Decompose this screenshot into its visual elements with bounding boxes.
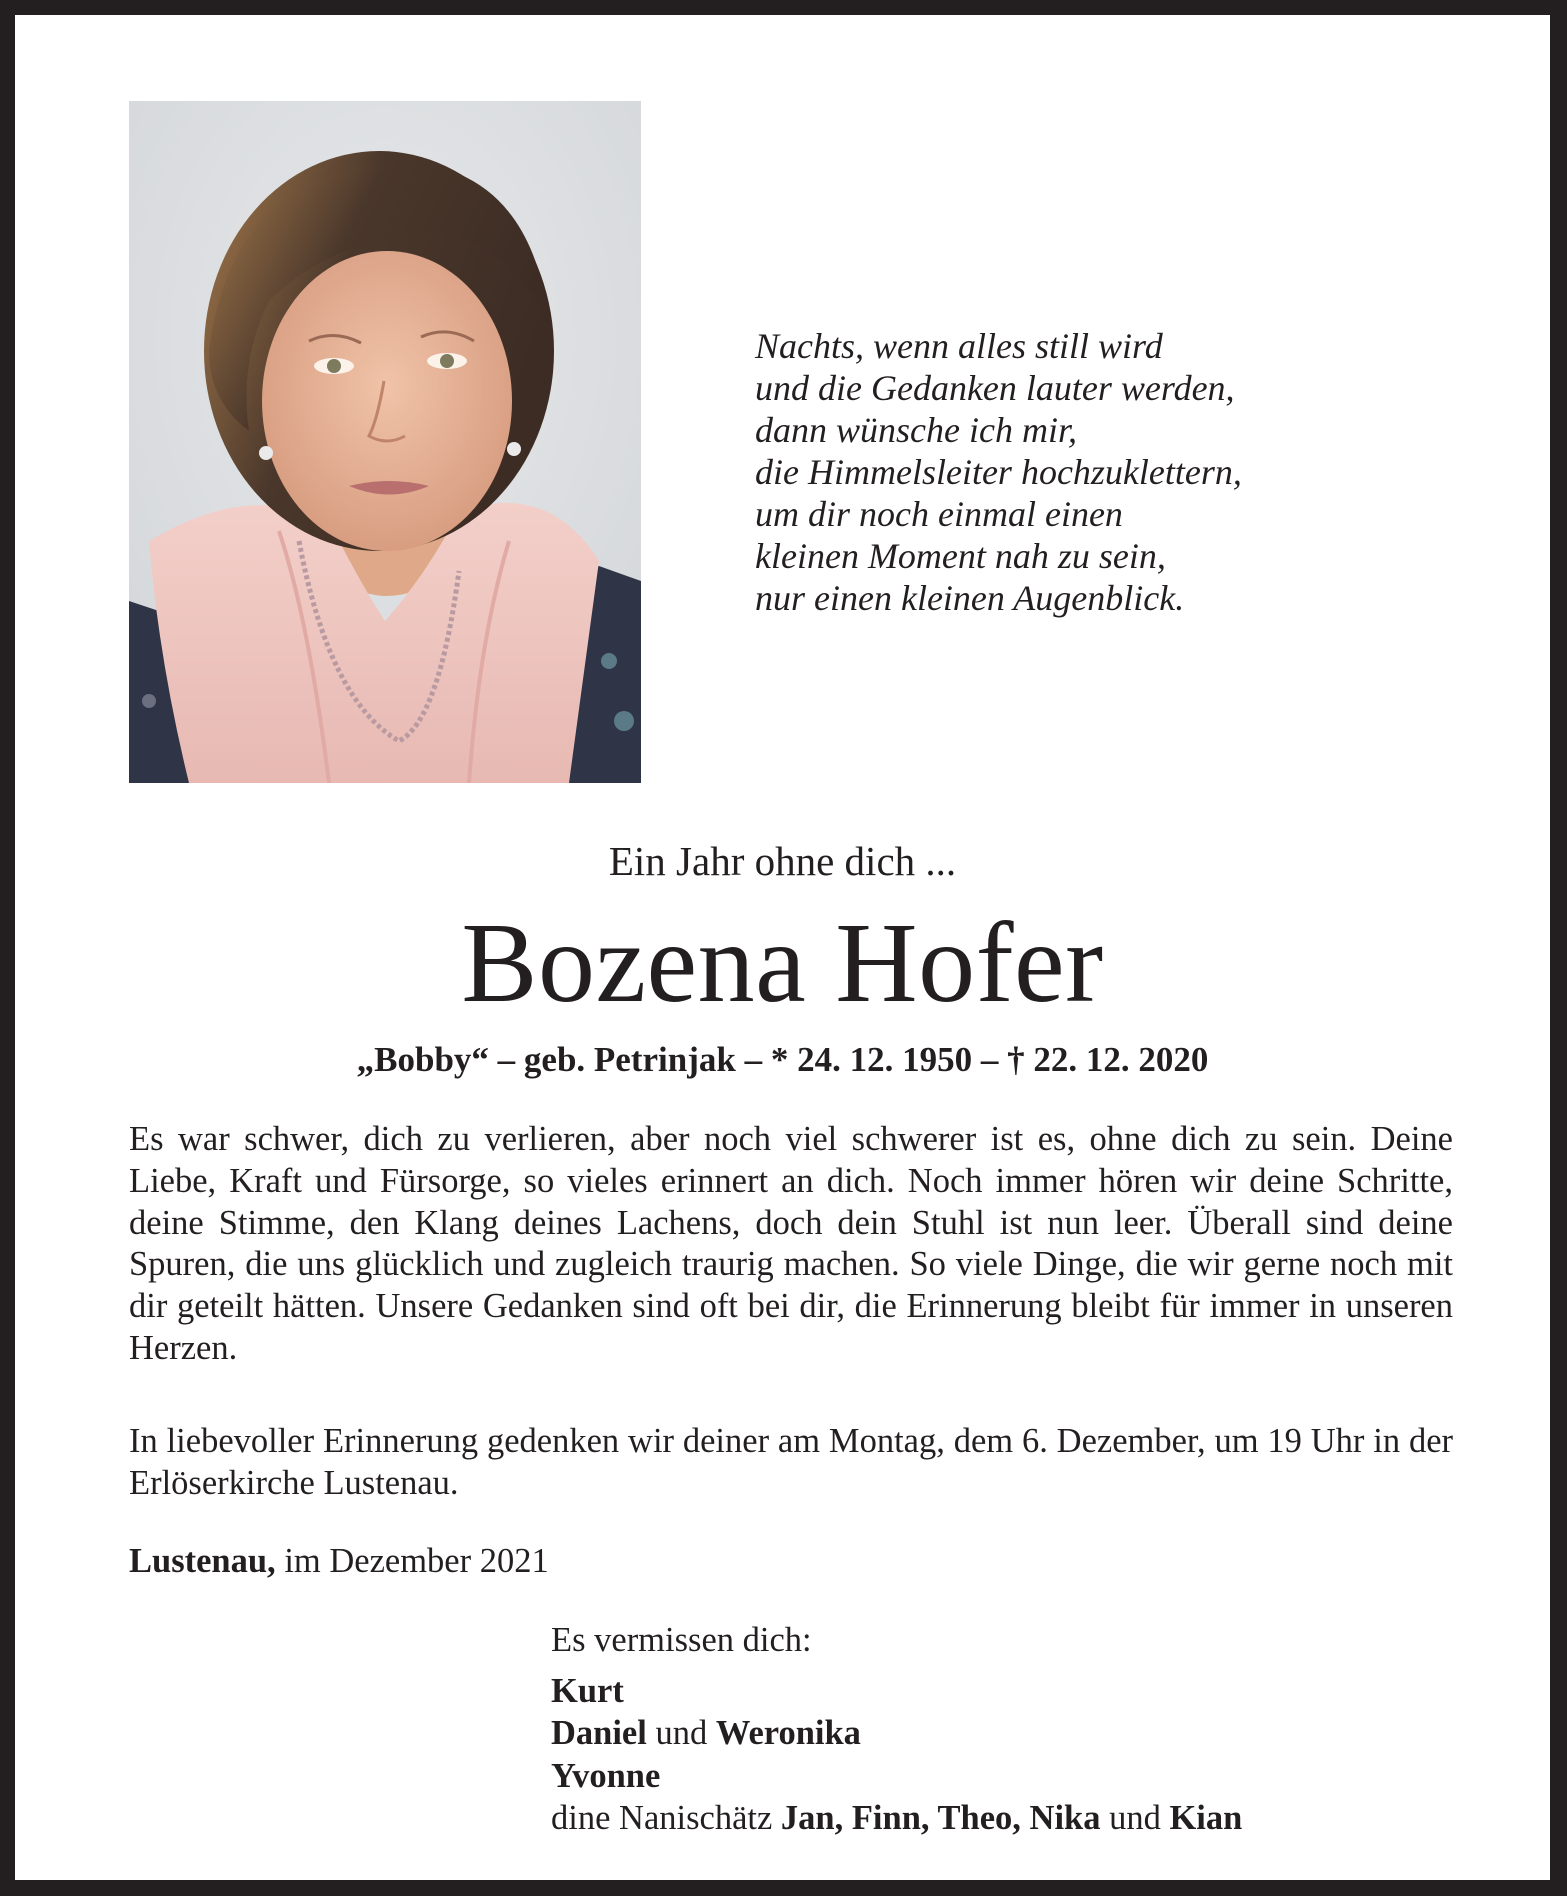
conjunction: und [646,1714,716,1752]
mourner-line [551,1670,1242,1713]
poem-line: um dir noch einmal einen [755,494,1123,534]
grandchildren-prefix: dine Nanischätz [551,1799,781,1837]
poem-line: kleinen Moment nah zu sein, [755,536,1166,576]
mourner-name: Weronika [715,1714,861,1752]
poem-line: und die Gedanken lauter werden, [755,368,1235,408]
poem-line: dann wünsche ich mir, [755,410,1077,450]
mourner-name: Yvonne [551,1756,661,1795]
poem-line: nur einen kleinen Augenblick. [755,578,1185,618]
body-paragraph-1 [129,1119,1453,1370]
conjunction: und [1100,1799,1170,1837]
mourner-line [551,1755,1242,1798]
mourners-heading: Es vermissen dich: [551,1621,812,1659]
place-date: im Dezember 2021 [275,1542,549,1580]
paragraph-text: In liebevoller Erinnerung gedenken wir deiner am Montag, dem 6. Dezember, um 19 Uhr in der Erlöserkirche Lustenau. [129,1422,1453,1502]
place-city: Lustenau, [129,1542,276,1580]
obituary-sheet [15,15,1550,1880]
grandchildren-names: Jan, Finn, Theo, Nika [780,1799,1101,1837]
mourner-line [551,1797,1242,1840]
spacer [551,1662,1242,1670]
mourner-name: Daniel [551,1714,647,1752]
poem-line: die Himmelsleiter hochzuklettern, [755,452,1242,492]
nickname-and-dates: „Bobby“ – geb. Petrinjak – * 24. 12. 1950 – † 22. 12. 2020 [356,1040,1209,1079]
mourner-line [551,1712,1242,1755]
mourners-block [551,1619,1242,1840]
intro-line: Ein Jahr ohne dich ... [608,838,957,884]
portrait-photo [129,101,641,783]
body-paragraph-2 [129,1421,1453,1505]
portrait-illustration [129,101,641,783]
poem-line: Nachts, wenn alles still wird [755,326,1163,366]
mourner-name: Kurt [551,1671,624,1710]
paragraph-text: Es war schwer, dich zu verlieren, aber noch viel schwerer ist es, ohne dich zu sein. Deine Liebe, Kraft und Fürsorge, so vieles erinnert an dich. Noch immer hören wir deine Schritte, deine Stimme, den Klang deines Lachens, doch dein Stuhl ist nun leer. Überall sind deine Spuren, die uns glücklich und zugleich traurig machen. So viele Dinge, die wir gerne noch mit dir geteilt hätten. Unsere Gedanken sind oft bei dir, die Erinnerung bleibt für immer in unseren Herzen. [129,1120,1453,1367]
deceased-name: Bozena Hofer [461,899,1104,1026]
mourner-name: Kian [1169,1799,1243,1837]
poem [755,325,1242,619]
place-and-date [129,1542,549,1581]
